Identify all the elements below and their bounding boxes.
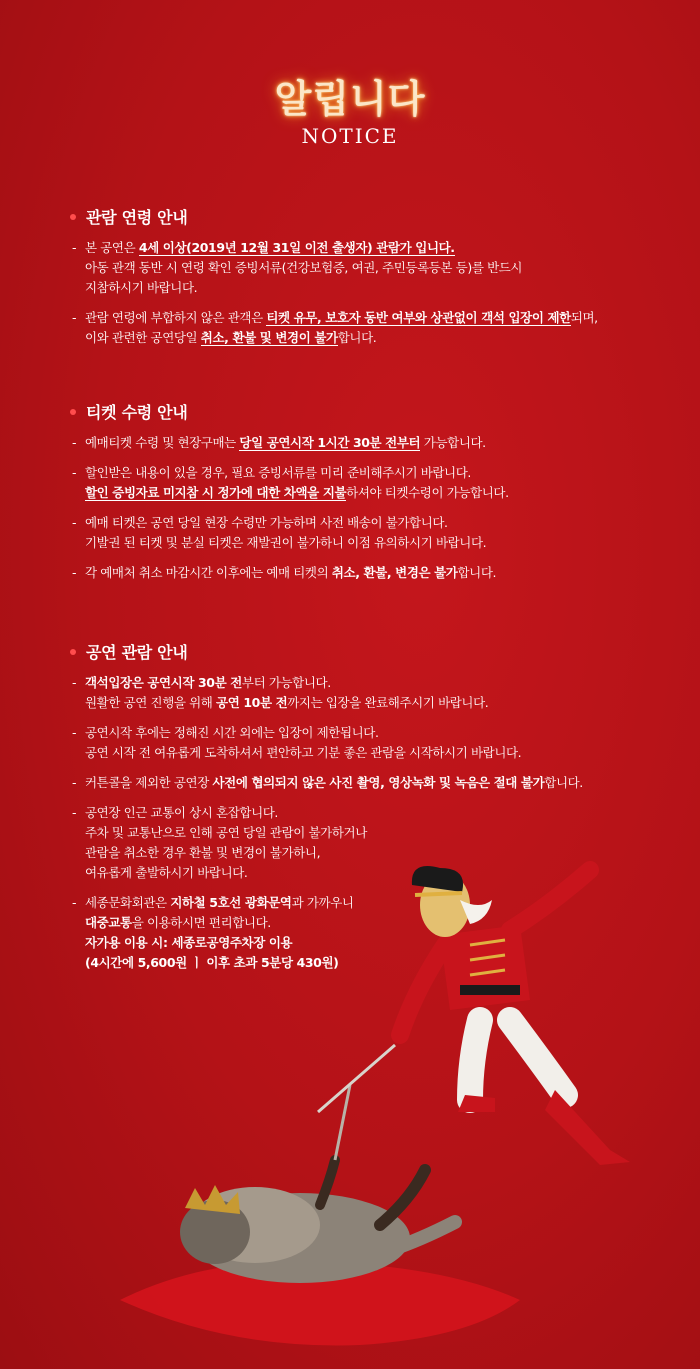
mouse-arm	[320, 1160, 335, 1205]
mouse-leg-2	[390, 1222, 455, 1250]
section-heading	[70, 640, 670, 663]
red-cloth-shape	[120, 1261, 520, 1345]
nutcracker-leg-back	[470, 1020, 480, 1100]
section-title: 티켓 수령 안내	[86, 403, 188, 422]
section-age-guide	[70, 205, 670, 358]
mouse-king-head	[180, 1200, 250, 1264]
list-item: - 예매티켓 수령 및 현장구매는 당일 공연시작 1시간 30분 전부터 가능합니다.	[70, 433, 670, 453]
list-item: - 공연시작 후에는 정해진 시간 외에는 입장이 제한됩니다. 공연 시작 전 여유롭게 도착하셔서 편안하고 기분 좋은 관람을 시작하시기 바랍니다.	[70, 723, 670, 763]
list-item: - 공연장 인근 교통이 상시 혼잡합니다. 주차 및 교통난으로 인해 공연 당일 관람이 불가하거나 관람을 취소한 경우 환불 및 변경이 불가하니, 여유롭게 출발하시기 바랍니다.	[70, 803, 670, 883]
list-item: - 객석입장은 공연시작 30분 전부터 가능합니다. 원활한 공연 진행을 위해 공연 10분 전까지는 입장을 완료해주시기 바랍니다.	[70, 673, 670, 713]
bullet-dot-icon	[70, 409, 76, 415]
nutcracker-sword	[318, 1045, 395, 1112]
list-item: - 커튼콜을 제외한 공연장 사전에 협의되지 않은 사진 촬영, 영상녹화 및 녹음은 절대 불가합니다.	[70, 773, 670, 793]
nutcracker-boot-back	[458, 1095, 495, 1112]
page-title: 알립니다	[274, 77, 426, 121]
section-heading	[70, 205, 670, 228]
section-heading	[70, 400, 670, 423]
list-item: - 할인받은 내용이 있을 경우, 필요 증빙서류를 미리 준비해주시기 바랍니다. 할인 증빙자료 미지참 시 정가에 대한 차액을 지불하셔야 티켓수령이 가능합니다.	[70, 463, 670, 503]
bullet-dot-icon	[70, 649, 76, 655]
list-item: - 관람 연령에 부합하지 않은 관객은 티켓 유무, 보호자 동반 여부와 상관없이 객석 입장이 제한되며, 이와 관련한 공연당일 취소, 환불 및 변경이 불가합니다.	[70, 308, 670, 348]
section-title: 공연 관람 안내	[86, 643, 188, 662]
mouse-king-body	[190, 1193, 410, 1283]
list-item: - 세종문화회관은 지하철 5호선 광화문역과 가까우니 대중교통을 이용하시면 편리합니다. 자가용 이용 시: 세종로공영주차장 이용 (4시간에 5,600원 ㅣ 이후 초과 5분당 430원)	[70, 893, 670, 973]
bullet-dot-icon	[70, 214, 76, 220]
section-ticket-pickup	[70, 400, 670, 593]
list-item: - 각 예매처 취소 마감시간 이후에는 예매 티켓의 취소, 환불, 변경은 불가합니다.	[70, 563, 670, 583]
list-item: - 본 공연은 4세 이상(2019년 12월 31일 이전 출생자) 관람가 입니다. 아동 관객 동반 시 연령 확인 증빙서류(건강보험증, 여권, 주민등록등본 등)를 반드시 지참하시기 바랍니다.	[70, 238, 670, 298]
page-subtitle: NOTICE	[301, 124, 399, 148]
nutcracker-leg-front	[510, 1020, 565, 1095]
section-title: 관람 연령 안내	[86, 208, 188, 227]
section-viewing-guide	[70, 640, 670, 983]
mouse-crown	[185, 1185, 240, 1214]
mouse-king-fur	[190, 1187, 320, 1263]
mouse-leg-1	[380, 1170, 425, 1225]
mouse-sword	[335, 1085, 350, 1160]
nutcracker-belt	[460, 985, 520, 995]
list-item: - 예매 티켓은 공연 당일 현장 수령만 가능하며 사전 배송이 불가합니다. 기발권 된 티켓 및 분실 티켓은 재발권이 불가하니 이점 유의하시기 바랍니다.	[70, 513, 670, 553]
nutcracker-boot-front	[545, 1090, 630, 1165]
